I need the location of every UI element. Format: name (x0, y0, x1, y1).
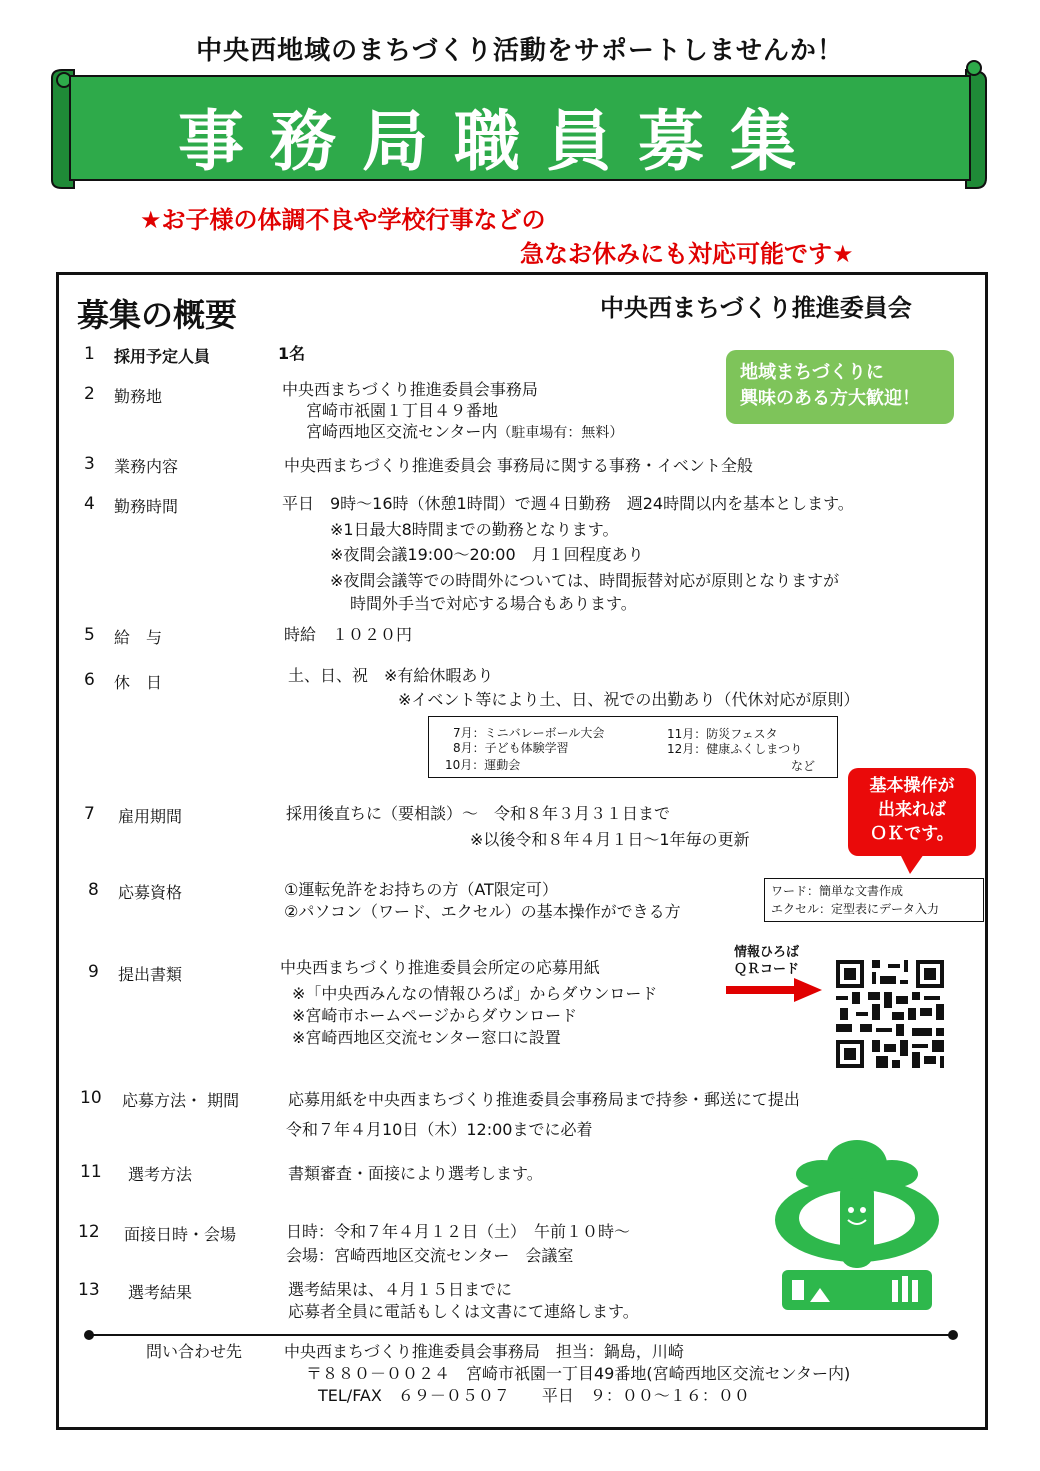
item-value: ※宮崎西地区交流センター窓口に設置 (292, 1028, 561, 1047)
item-label: 勤務時間 (114, 497, 179, 516)
callout-pointer (900, 854, 930, 876)
item-label: 提出書類 (118, 965, 183, 984)
callout-line: 出来れば (878, 800, 946, 820)
item-label: 面接日時・会場 (124, 1225, 237, 1244)
item-value: ※宮崎市ホームページからダウンロード (292, 1006, 578, 1025)
skills-box (764, 878, 984, 922)
item-value: 宮崎西地区交流センター内（駐車場有：無料） (306, 422, 624, 441)
item-number: 10 (80, 1088, 102, 1108)
item-label: 雇用期間 (118, 807, 183, 826)
item-number: 12 (78, 1222, 100, 1242)
item-label: 給 与 (114, 628, 163, 647)
item-value: 採用後直ちに（要相談）～ 令和８年３月３１日まで (286, 804, 671, 823)
welcome-note (726, 350, 954, 424)
item-label: 応募資格 (118, 883, 183, 902)
divider-dot (948, 1330, 958, 1340)
skill-word: ワード：簡単な文書作成 (771, 884, 904, 898)
item-label: 選考結果 (128, 1283, 193, 1302)
item-number: 1 (84, 344, 95, 364)
divider-dot (84, 1330, 94, 1340)
item-value: 中央西まちづくり推進委員会 事務局に関する事務・イベント全般 (284, 456, 753, 475)
qr-label-line: ＱＲコード (734, 962, 800, 977)
note-line-1: ★お子様の体調不良や学校行事などの (140, 206, 546, 234)
item-number: 13 (78, 1280, 100, 1300)
overview-heading: 募集の概要 (77, 296, 238, 334)
item-value: ※「中央西みんなの情報ひろば」からダウンロード (292, 984, 658, 1003)
item-value: 平日 9時～16時（休憩1時間）で週４日勤務 週24時間以内を基本とします。 (282, 494, 854, 513)
tagline: 中央西地域のまちづくり活動をサポートしませんか！ (196, 36, 844, 66)
events-box (428, 716, 838, 778)
welcome-line-2: 興味のある方大歓迎！ (740, 388, 920, 409)
organization-name: 中央西まちづくり推進委員会 (600, 294, 912, 322)
item-value: 中央西まちづくり推進委員会事務局 (282, 380, 538, 399)
item-value: 会場：宮崎西地区交流センター 会議室 (286, 1246, 574, 1265)
item-value: 時間外手当で対応する場合もあります。 (350, 594, 637, 613)
item-number: 11 (80, 1162, 102, 1182)
basic-ops-callout (848, 768, 976, 856)
qr-code-icon (836, 960, 944, 1068)
item-value: ※夜間会議19:00～20:00 月１回程度あり (330, 545, 644, 564)
item-number: 3 (84, 454, 95, 474)
item-value: ②パソコン（ワード、エクセル）の基本操作ができる方 (284, 902, 681, 921)
qr-label (734, 944, 799, 978)
item-value: 中央西まちづくり推進委員会所定の応募用紙 (280, 958, 600, 977)
mascot-icon (762, 1130, 952, 1314)
item-value: ※イベント等により土、日、祝での出勤あり（代休対応が原則） (398, 690, 860, 709)
event-item: など (791, 759, 816, 773)
item-value: 日時：令和７年４月１２日（土） 午前１０時～ (286, 1222, 631, 1241)
item-label: 休 日 (114, 673, 163, 692)
item-number: 6 (84, 670, 95, 690)
item-value: ※夜間会議等での時間外については、時間振替対応が原則となりますが (330, 571, 840, 590)
contact-label: 問い合わせ先 (146, 1342, 243, 1361)
item-value: 応募者全員に電話もしくは文書にて連絡します。 (288, 1302, 639, 1321)
contact-divider (88, 1334, 954, 1336)
item-value: 選考結果は、４月１５日までに (288, 1280, 513, 1299)
item-number: 9 (88, 962, 99, 982)
skill-excel: エクセル：定型表にデータ入力 (771, 902, 940, 916)
item-number: 8 (88, 880, 99, 900)
item-value: ①運転免許をお持ちの方（AT限定可） (284, 880, 558, 899)
arrow-icon (724, 978, 824, 1002)
item-value: ※以後令和８年４月１日～1年毎の更新 (470, 830, 750, 849)
contact-phone: TEL/FAX ６９－０５０７ 平日 ９：００～１６：００ (318, 1386, 750, 1405)
item-number: 5 (84, 625, 95, 645)
event-item: 7月：ミニバレーボール大会 (453, 726, 605, 740)
event-item: 10月：運動会 (445, 758, 521, 772)
item-label: 選考方法 (128, 1165, 193, 1184)
item-label: 採用予定人員 (114, 347, 211, 366)
item-number: 2 (84, 384, 95, 404)
callout-line: 基本操作が (869, 776, 955, 796)
item-value: 書類審査・面接により選考します。 (288, 1164, 543, 1183)
page-title: 事務局職員募集 (178, 103, 822, 180)
item-value: 時給 １０２０円 (284, 625, 413, 644)
item-number: 4 (84, 494, 95, 514)
item-label: 業務内容 (114, 457, 179, 476)
item-number: 7 (84, 804, 95, 824)
item-value: 1名 (278, 344, 306, 363)
item-label: 応募方法・ 期間 (122, 1091, 240, 1110)
event-item: 11月：防災フェスタ (667, 727, 778, 741)
contact-address: 〒８８０－００２４ 宮崎市祇園一丁目49番地(宮崎西地区交流センター内) (306, 1364, 851, 1383)
item-value: 令和７年４月10日（木）12:00までに必着 (286, 1120, 593, 1139)
note-line-2: 急なお休みにも対応可能です★ (520, 240, 854, 268)
contact-office: 中央西まちづくり推進委員会事務局 担当：鍋島，川崎 (284, 1342, 684, 1361)
item-value: 応募用紙を中央西まちづくり推進委員会事務局まで持参・郵送にて提出 (288, 1090, 800, 1109)
callout-line: ＯＫです。 (870, 824, 954, 844)
item-label: 勤務地 (114, 387, 163, 406)
item-value: 宮崎市祇園１丁目４９番地 (306, 401, 499, 420)
event-item: 8月：子ども体験学習 (453, 741, 569, 755)
item-value: ※1日最大8時間までの勤務となります。 (330, 520, 619, 539)
item-value: 土、日、祝 ※有給休暇あり (288, 666, 494, 685)
event-item: 12月：健康ふくしまつり (667, 742, 803, 756)
welcome-line-1: 地域まちづくりに (740, 362, 884, 383)
qr-label-line: 情報ひろば (734, 945, 800, 960)
